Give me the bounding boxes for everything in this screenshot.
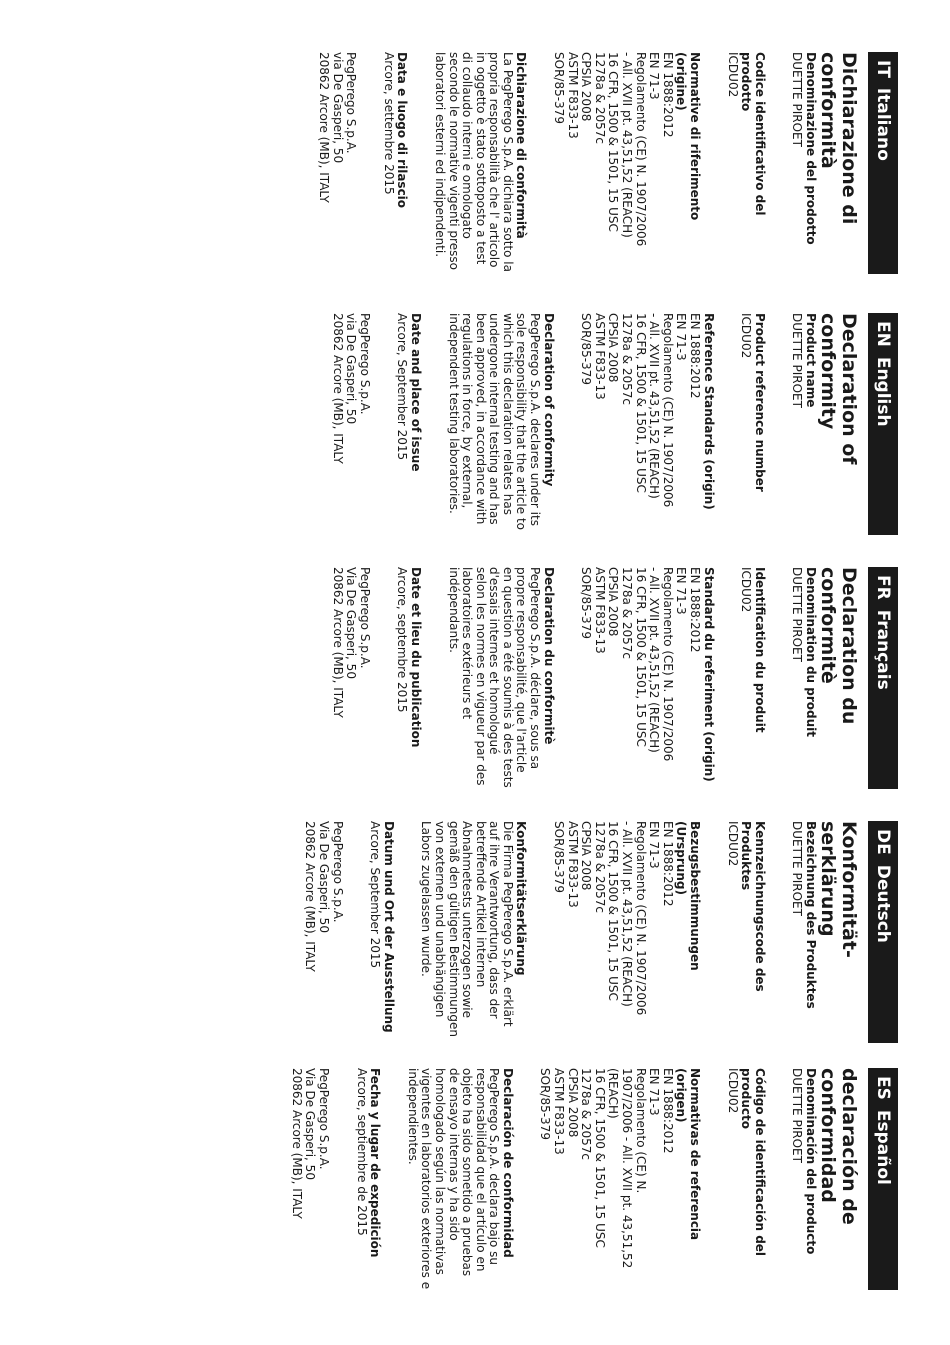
- standard-item: Regolamento (CE) N. 1907/2006: [633, 52, 648, 247]
- reference-standards-list: [552, 821, 674, 1043]
- reference-standards-list: [579, 313, 701, 535]
- issue-date-value: Arcore, September 2015: [395, 313, 410, 461]
- issue-date-field: [395, 313, 422, 535]
- product-reference-field: [725, 52, 766, 274]
- standard-item: EN 71-3: [674, 567, 689, 615]
- standard-item: 1278a & 2057c: [579, 1068, 594, 1161]
- standard-item: CPSIA 2008: [606, 313, 621, 383]
- declaration-title: Dichiarazione di conformità: [817, 52, 860, 225]
- issue-date-field: [381, 52, 408, 274]
- standard-item: SOR/85-379: [538, 1068, 553, 1140]
- product-reference-value: ICDU02: [725, 821, 740, 867]
- declaration-field: [432, 52, 527, 274]
- address-line: 20862 Arcore (MB), ITALY: [316, 52, 331, 203]
- company-address: [330, 313, 371, 535]
- issue-date-label: Date et lieu du publication: [408, 567, 423, 748]
- standard-item: ASTM F833-13: [565, 821, 580, 908]
- standard-item: Regolamento (CE) N. 1907/2006: [633, 821, 648, 1016]
- standard-item: 1907/2006 - All. XVII pt. 43,51,52: [620, 1068, 635, 1269]
- standard-item: 16 CFR, 1500 & 1501, 15 USC: [633, 567, 648, 747]
- product-reference-field: [739, 313, 766, 535]
- product-name-label: Product name: [804, 313, 818, 408]
- issue-date-label: Fecha y lugar de expedición: [368, 1068, 383, 1258]
- standard-item: 16 CFR, 1500 & 1501, 15 USC: [606, 52, 621, 232]
- declaration-label: Declaración de conformidad: [500, 1068, 515, 1258]
- standard-item: EN 71-3: [647, 821, 662, 869]
- language-code: FR: [873, 575, 893, 600]
- declaration-text: PegPerego S.p.A. declares under its sole responsibility that the article to which this declaration relates has undergone internal testing and has been approved, in accordance with regulations in force, by external, independent testing laboratories.: [446, 313, 543, 531]
- standard-item: - All. XVII pt. 43,51,52 (REACH): [647, 567, 662, 753]
- product-name-field: [790, 1068, 817, 1290]
- language-code: DE: [873, 829, 893, 855]
- reference-standards-list: [579, 567, 701, 789]
- product-reference-label: Kennzeichnungscode des Produktes: [739, 821, 767, 992]
- reference-standards-list: [538, 1068, 674, 1290]
- declaration-text: PegPerego S.p.A. déclare, sous sa propre responsabilité, que l'article en question a été soumis à des tests d'essais internes et homologué selon les normes en vigueur par des laboratoires extérieurs et indépendants.: [446, 567, 543, 788]
- product-name-value: DUETTE PIROET: [790, 313, 805, 408]
- address-line: PegPerego S.p.A.: [357, 313, 372, 415]
- standard-item: - All. XVII pt. 43,51,52 (REACH): [620, 52, 635, 238]
- company-address: [303, 821, 344, 1043]
- language-name: Deutsch: [873, 864, 893, 943]
- declaration-field: [446, 313, 555, 535]
- language-name: Español: [873, 1109, 893, 1185]
- product-name-value: DUETTE PIROET: [790, 52, 805, 147]
- column-italian: [316, 52, 898, 274]
- standard-item: Regolamento (CE) N. 1907/2006: [660, 567, 675, 762]
- language-name: Italiano: [873, 87, 893, 161]
- address-line: PegPerego S.p.A.: [330, 821, 345, 923]
- product-name-label: Bezeichnung des Produktes: [804, 821, 818, 1009]
- product-name-label: Denominazione del prodotto: [804, 52, 818, 245]
- column-english: [330, 313, 898, 535]
- standard-item: ASTM F833-13: [565, 52, 580, 139]
- product-reference-label: Código de identificación del producto: [739, 1068, 767, 1257]
- reference-standards-label: Normative di riferimento (origine): [674, 52, 703, 221]
- product-reference-label: Product reference number: [752, 313, 767, 492]
- standard-item: EN 71-3: [674, 313, 689, 361]
- product-name-value: DUETTE PIROET: [790, 821, 805, 916]
- language-name: Français: [873, 609, 893, 690]
- company-address: [289, 1068, 330, 1290]
- declaration-field: [446, 567, 555, 789]
- reference-standards-field: [538, 1068, 701, 1290]
- issue-date-field: [354, 1068, 381, 1290]
- product-name-label: Denomination du produit: [804, 567, 818, 738]
- issue-date-label: Data e luogo di rilascio: [395, 52, 410, 209]
- declaration-label: Konformitätserklärung: [514, 821, 529, 976]
- address-line: 20862 Arcore (MB), ITALY: [289, 1068, 304, 1219]
- standard-item: SOR/85-379: [552, 821, 567, 893]
- product-reference-field: [725, 821, 766, 1043]
- standard-item: ASTM F833-13: [592, 567, 607, 654]
- language-header: [868, 52, 898, 274]
- address-line: 20862 Arcore (MB), ITALY: [303, 821, 318, 972]
- company-address: [316, 52, 357, 274]
- declaration-label: Declaration du conformitè: [541, 567, 556, 745]
- issue-date-field: [368, 821, 395, 1043]
- address-line: via De Gasperi, 50: [330, 52, 345, 164]
- standard-item: EN 71-3: [647, 52, 662, 100]
- product-reference-field: [739, 567, 766, 789]
- address-line: PegPerego S.p.A.: [344, 52, 359, 154]
- language-header: [868, 567, 898, 789]
- reference-standards-label: Standard du referiment (origin): [701, 567, 716, 782]
- issue-date-value: Arcore, septiembre de 2015: [354, 1068, 369, 1236]
- language-code: IT: [873, 60, 893, 78]
- product-reference-label: Codice identificativo del prodotto: [739, 52, 767, 216]
- standard-item: CPSIA 2008: [606, 567, 621, 637]
- issue-date-value: Arcore, septembre 2015: [395, 567, 410, 713]
- product-name-field: [790, 821, 817, 1043]
- standard-item: 16 CFR, 1500 & 1501, 15 USC: [606, 821, 621, 1001]
- column-spanish: [289, 1068, 898, 1290]
- product-name-field: [790, 52, 817, 274]
- product-name-value: DUETTE PIROET: [790, 567, 805, 662]
- language-header: [868, 821, 898, 1043]
- standard-item: 1278a & 2057c: [592, 821, 607, 914]
- address-line: PegPerego S.p.A.: [316, 1068, 331, 1170]
- reference-standards-field: [552, 821, 702, 1043]
- language-code: EN: [873, 321, 893, 347]
- declaration-title: Declaration of conformity: [817, 313, 860, 465]
- language-header: [868, 313, 898, 535]
- language-name: English: [873, 356, 893, 427]
- product-reference-value: ICDU02: [725, 52, 740, 98]
- product-reference-value: ICDU02: [725, 1068, 740, 1114]
- declaration-title: declaración de conformidad: [817, 1068, 860, 1225]
- standard-item: EN 1888:2012: [660, 1068, 675, 1154]
- standard-item: EN 71-3: [647, 1068, 662, 1116]
- reference-standards-list: [552, 52, 674, 274]
- language-header: [868, 1068, 898, 1290]
- product-name-field: [790, 313, 817, 535]
- product-reference-label: Identification du produit: [752, 567, 767, 733]
- declaration-text: Die Firma PegPerego S.p.A. erklärt auf ihre Verantwortung, dass der betreffende Artikel internen Abnahmetests unterzogen sowie gemäß den gültigen Bestimmungen von externen und unabhängigen Labors zugelassen wurde.: [419, 821, 515, 1037]
- declaration-text: La PegPerego S.p.A. dichiara sotto la propria responsabilità che l' articolo in oggetto è stato sottoposto a test di collaudo interni e omologato secondo le normative vigenti presso laboratori esterni ed indipendenti.: [432, 52, 515, 272]
- standard-item: EN 1888:2012: [660, 52, 675, 138]
- address-line: Via De Gasperi, 50: [316, 821, 331, 933]
- standard-item: 1278a & 2057c: [620, 567, 635, 660]
- standard-item: EN 1888:2012: [660, 821, 675, 907]
- standard-item: SOR/85-379: [579, 567, 594, 639]
- standard-item: EN 1888:2012: [688, 313, 703, 399]
- reference-standards-field: [579, 567, 715, 789]
- declaration-label: Dichiarazione di conformità: [514, 52, 529, 239]
- column-german: [303, 821, 898, 1043]
- standard-item: EN 1888:2012: [688, 567, 703, 653]
- product-reference-value: ICDU02: [739, 313, 754, 359]
- address-line: 20862 Arcore (MB), ITALY: [330, 313, 345, 464]
- standard-item: - All. XVII pt. 43,51,52 (REACH): [647, 313, 662, 499]
- issue-date-value: Arcore, September 2015: [368, 821, 383, 969]
- standard-item: 1278a & 2057c: [592, 52, 607, 145]
- declaration-title: Declaration du conformitè: [817, 567, 860, 725]
- standard-item: ASTM F833-13: [552, 1068, 567, 1155]
- declaration-title: Konformität-serklärung: [817, 821, 860, 958]
- declaration-field: [405, 1068, 514, 1290]
- standard-item: (REACH): [606, 1068, 621, 1119]
- address-line: via De Gasperi, 50: [344, 313, 359, 425]
- reference-standards-field: [579, 313, 715, 535]
- reference-standards-label: Bezugsbestimmungen (Ursprung): [674, 821, 703, 971]
- column-french: [330, 567, 898, 789]
- product-reference-value: ICDU02: [739, 567, 754, 613]
- address-line: Via De Gasperi, 50: [303, 1068, 318, 1180]
- address-line: 20862 Arcore (MB), ITALY: [330, 567, 345, 718]
- company-address: [330, 567, 371, 789]
- issue-date-label: Date and place of issue: [408, 313, 423, 472]
- standard-item: 1278a & 2057c: [620, 313, 635, 406]
- standard-item: ASTM F833-13: [592, 313, 607, 400]
- standard-item: Regolamento (CE) N. 1907/2006: [660, 313, 675, 508]
- declaration-field: [419, 821, 528, 1043]
- standard-item: 16 CFR, 1500 & 1501, 15 USC: [592, 1068, 607, 1248]
- issue-date-field: [395, 567, 422, 789]
- reference-standards-field: [552, 52, 702, 274]
- standard-item: 16 CFR, 1500 & 1501, 15 USC: [633, 313, 648, 493]
- product-name-value: DUETTE PIROET: [790, 1068, 805, 1163]
- standard-item: Regolamento (CE) N.: [633, 1068, 648, 1194]
- product-reference-field: [725, 1068, 766, 1290]
- standard-item: CPSIA 2008: [579, 821, 594, 891]
- reference-standards-label: Normativas de referencia (origen): [674, 1068, 703, 1241]
- language-code: ES: [873, 1076, 893, 1100]
- declaration-text: PegPerego S.p.A. declara bajo su responsabilidad que el artículo en objeto ha sido sometido a pruebas de ensayo internas y ha sido homologado según las normativas vigentes en laboratorios exteriores e independientes.: [405, 1068, 502, 1290]
- issue-date-label: Datum und Ort der Ausstellung: [381, 821, 396, 1033]
- standard-item: SOR/85-379: [579, 313, 594, 385]
- issue-date-value: Arcore, settembre 2015: [381, 52, 396, 195]
- standard-item: CPSIA 2008: [565, 1068, 580, 1138]
- product-name-label: Denominación del producto: [804, 1068, 818, 1255]
- product-name-field: [790, 567, 817, 789]
- declaration-label: Declaration of conformity: [541, 313, 556, 487]
- reference-standards-label: Reference Standards (origin): [701, 313, 716, 510]
- address-line: PegPerego S.p.A.: [357, 567, 372, 669]
- standard-item: CPSIA 2008: [579, 52, 594, 122]
- standard-item: - All. XVII pt. 43,51,52 (REACH): [620, 821, 635, 1007]
- address-line: Via De Gasperi, 50: [344, 567, 359, 679]
- standard-item: SOR/85-379: [552, 52, 567, 124]
